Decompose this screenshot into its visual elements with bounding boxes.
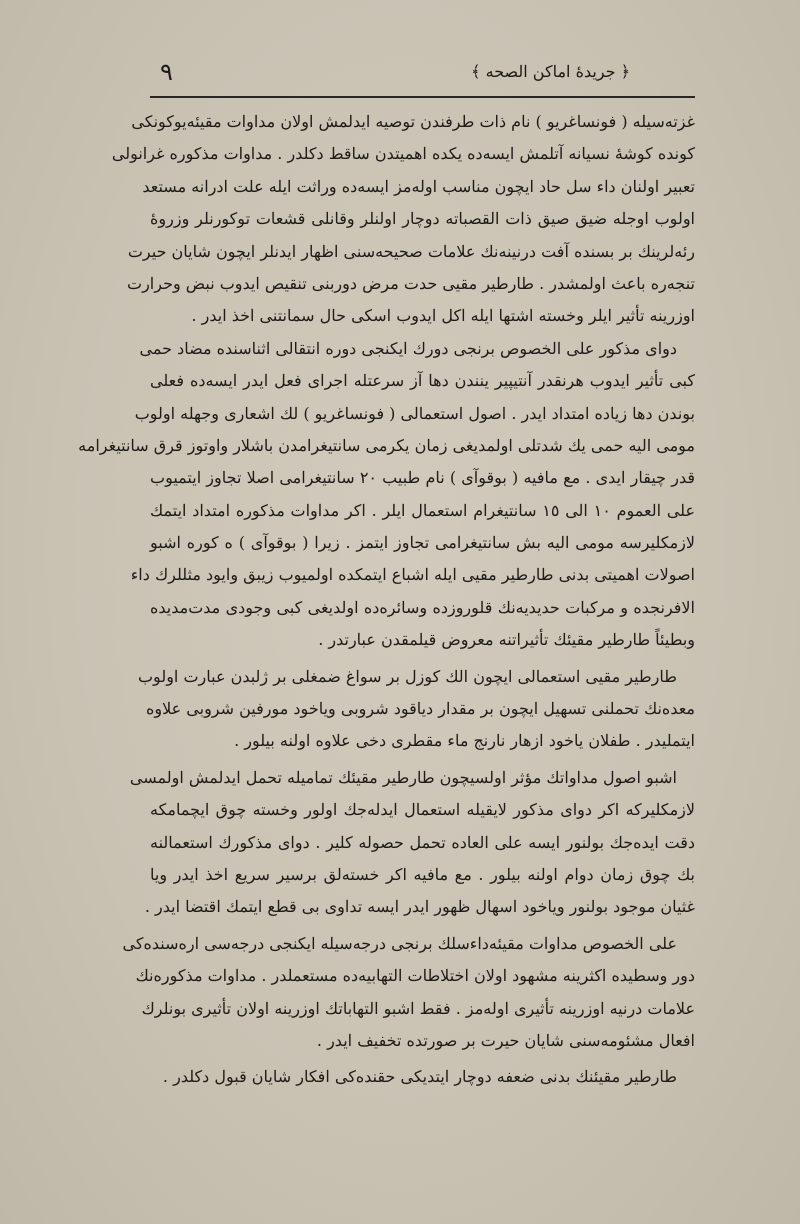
text-line: لازمكليرسه مومى اليه بش سانتيغرامى تجاوز ايتمز . زيرا ( بوقوآى ) ه كوره اشبو (150, 533, 695, 553)
text-line: غزته‌سيله ( فونساغريو ) نام ذات طرفندن توصيه ايدلمش اولان مداوات مقيئه‌يوكونكى (131, 112, 695, 131)
text-line: افعال مشئومه‌سنى شايان حيرت بر صورتده تخفيف ايدر . (316, 1030, 695, 1050)
text-line: اوزرينه تأثير ايلر وخسته اشتها ايله اكل ايدوب اسكى حال سمانتنى اخذ ايدر . (191, 306, 695, 326)
text-line: اولوب اوجله ضيق صيق ذات القصباته دوچار اولنلر وقانلى قشعات توكورنلر وزروهٔ (150, 209, 695, 229)
text-line: مومى اليه حمى يك شدتلى اولمديغى زمان يكرمى سانتيغرامدن باشلار واوتوز قرق سانتيغرامه (78, 435, 695, 455)
text-line: بوندن دها زياده امتداد ايدر . اصول استعمالى ( فونساغريو ) لك اشعارى وجهله اولوب (134, 403, 695, 423)
text-line: دور وسطيده اكثرينه مشهود اولان اختلاطات التهابيه‌ده مستعملدر . مداوات مذكوره‌نك (135, 966, 695, 986)
paragraph (122, 928, 695, 1058)
body-text (78, 106, 696, 1094)
paragraph (129, 762, 695, 924)
text-line: ايتمليدر . طفلان ياخود ازهار نارنج ماء مقطرى دخى علاوه اولنه بيلور . (234, 731, 695, 751)
text-line: على العموم ١٠ الى ١٥ سانتيغرام استعمال ايلر . اكر مداوات مذكوره امتداد ايتمك (150, 500, 696, 520)
text-line: علامات درنيه اوزرينه تأثيرى اوله‌مز . فقط اشبو التهاباتك اوزرينه اولان تأثيرى بونلرك (141, 998, 695, 1018)
text-line: كبى تأثير ايدوب هرنقدر آنتيپير ينندن دها آز سرعتله اجراى فعل ايدر ايسه‌ده فعلى (150, 371, 695, 391)
text-line: تعبير اولنان داء سل حاد ايچون مناسب اوله‌مز ايسه‌ده وراثت ايله علت ادرانه مستعد (142, 176, 695, 196)
text-line: لازمكليركه اكر دواى مذكور لايقيله استعمال ايدله‌جك اولور وخسته چوق ايچمامكه (150, 800, 695, 820)
text-line: دواى مذكور على الخصوص برنجى دورك ايكنجى دوره انتقالى اثناسنده مضاد حمى (139, 338, 677, 358)
text-line: بك چوق زمان دوام اولنه بيلور . مع مافيه اكر خسته‌لق برسير سريع اخذ ايدر ويا (150, 864, 695, 884)
paragraph (137, 661, 695, 758)
page-header (120, 58, 690, 92)
text-line: غثيان موجود بولنور وياخود اسهال ظهور ايدر ايسه تداوى بى قطع ايتمك اقتضا ايدر . (144, 897, 695, 917)
text-line: وبطيئاً طارطير مقيئك تأثيراتنه معروض قيلمقدن عبارتدر . (318, 630, 695, 650)
page-number: ٩ (160, 58, 173, 86)
text-line: طارطير مقيئنك بدنى ضعفه دوچار ايتديكى حقنده‌كى افكار شايان قبول دكلدر . (162, 1067, 677, 1087)
running-title: ﴿ جريدهٔ اماكن الصحه ﴾ (471, 62, 630, 81)
text-line: رئه‌لرينك بر بسنده آفت درنينه‌نك علامات صحيحه‌سنى اظهار ايدنلر ايچون شايان حيرت (127, 241, 695, 261)
paragraph (78, 333, 696, 657)
text-line: دقت ايده‌جك بولنور ايسه على العاده تحمل حصوله كلير . دواى مذكورك استعمالنه (150, 832, 695, 852)
text-line: طارطير مقيى استعمالى ايچون الك كوزل بر سواغ ضمغلى بر ژلبدن عبارت اولوب (137, 666, 677, 686)
text-line: تنجه‌ره باعث اولمشدر . طارطير مقيى حدت مرض دوربنى تنقيص ايدوب نبض وحرارت (127, 273, 695, 293)
text-line: معده‌نك تحملنى تسهيل ايچون بر مقدار دياقود شروبى وياخود مورفين شروبى علاوه (146, 699, 695, 719)
text-line: كونده كوشهٔ نسيانه آتلمش ايسه‌ده يكده اهميتدن ساقط دكلدر . مداوات مذكوره غرانولى (111, 144, 695, 164)
text-line: اشبو اصول مداواتك مؤثر اولسيچون طارطير مقيئك تماميله تحمل ايدلمش اولمسى (129, 767, 677, 787)
text-line: اصولات اهميتى بدنى طارطير مقيى ايله اشباع ايتمكده اولميوب زيبق وايود مثللرك داء (130, 565, 695, 585)
header-rule (150, 96, 695, 98)
text-line: الافرنجده و مركبات حديديه‌نك قلوروزده وسائره‌ده اولديغى كبى وجودى مدت‌مديده (150, 597, 696, 617)
paragraph (150, 1061, 695, 1093)
text-line: قدر چيقار ايدى . مع مافيه ( بوقوآى ) نام طبيب ٢٠ سانتيغرامى اصلا تجاوز ايتميوب (150, 468, 696, 488)
text-line: على الخصوص مداوات مقيئه‌داءسلك برنجى درجه‌سيله ايكنجى درجه‌سى ارەسندەكى (122, 933, 677, 953)
paragraph (111, 106, 695, 333)
